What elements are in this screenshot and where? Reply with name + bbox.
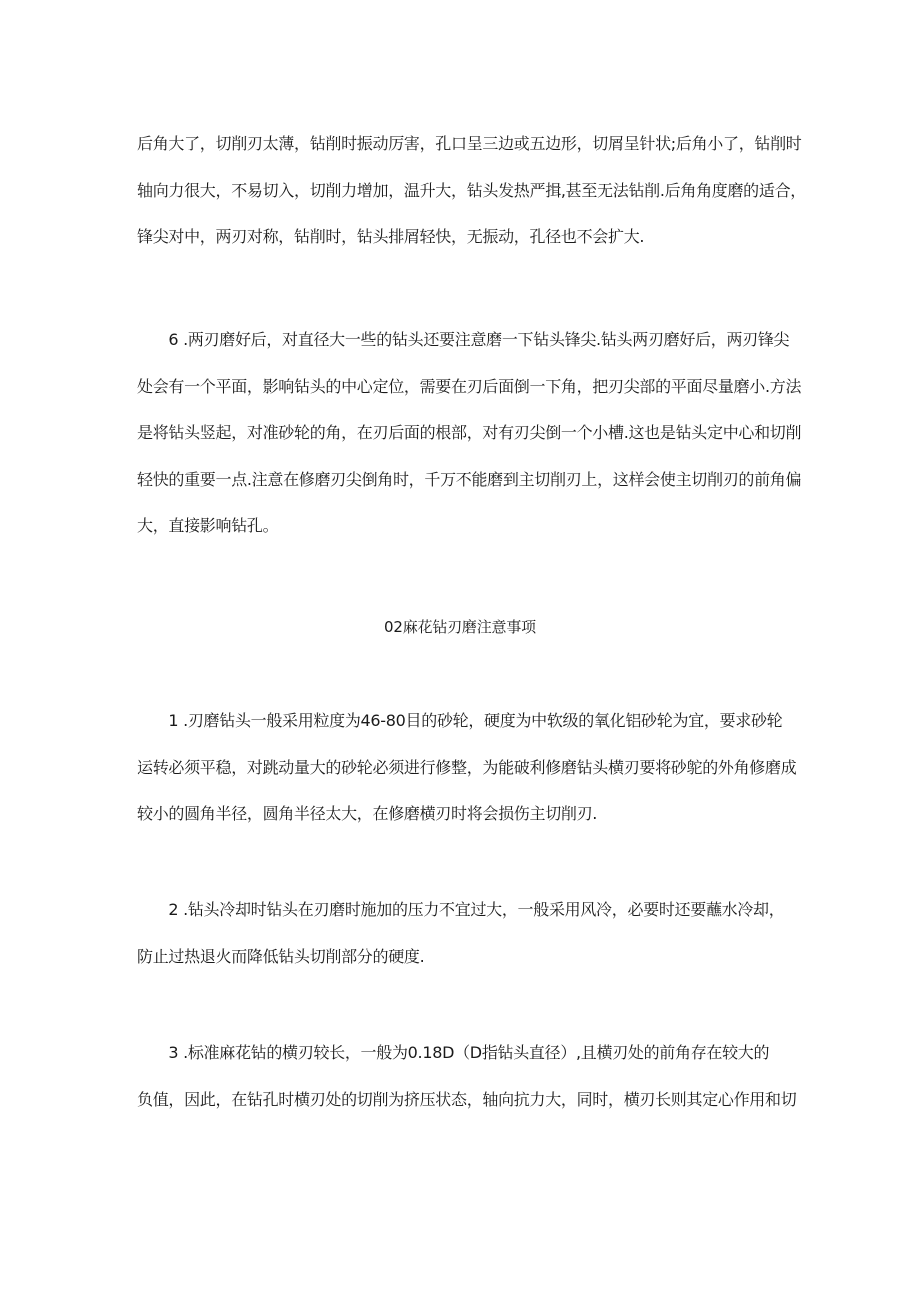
text-line: 后角大了，切削刃太薄，钻削时振动厉害，孔口呈三边或五边形，切屑呈针状;后角小了，钻削时 xyxy=(137,134,802,153)
text-line: 负值，因此，在钻孔时横刃处的切削为挤压状态，轴向抗力大，同时，横刃长则其定心作用和切 xyxy=(137,1089,797,1109)
section-heading: 02麻花钻刃磨注意事项 xyxy=(384,618,536,636)
text-line: 1 .刃磨钻头一般采用粒度为46-80目的砂轮，硬度为中软级的氧化铝砂轮为宜，要求砂轮 xyxy=(137,711,783,730)
text-line: 锋尖对中，两刃对称，钻削时，钻头排屑轻快，无振动，孔径也不会扩大. xyxy=(137,227,645,246)
text-line: 防止过热退火而降低钻头切削部分的硬度. xyxy=(137,946,425,966)
text-line: 运转必须平稳，对跳动量大的砂轮必须进行修整，为能破利修磨钻头横刃要将砂鸵的外角修磨成 xyxy=(137,757,797,777)
text-line: 大，直接影响钻孔。 xyxy=(137,516,279,535)
paragraph-note-1 xyxy=(137,698,797,838)
paragraph-note-2 xyxy=(137,887,793,980)
text-line: 2 .钻头冷却时钻头在刃磨时施加的压力不宜过大，一般采用风冷，必要时还要蘸水冷却， xyxy=(137,900,785,919)
paragraph-relief-angle-continued xyxy=(137,121,806,261)
text-line: 较小的圆角半径，圆角半径太大，在修磨横刃时将会损伤主切削刃. xyxy=(137,804,598,823)
text-line: 6 .两刃磨好后，对直径大一些的钻头还要注意磨一下钻头锋尖.钻头两刃磨好后，两刃锋尖 xyxy=(137,330,790,349)
paragraph-item-6 xyxy=(137,317,802,550)
text-line: 轻快的重要一点.注意在修磨刃尖倒角时，千万不能磨到主切削刃上，这样会使主切削刃的前角偏 xyxy=(137,469,802,489)
text-line: 轴向力很大，不易切入，切削力增加，温升大，钻头发热严揖,甚至无法钻削.后角角度磨的适合， xyxy=(137,180,806,200)
paragraph-note-3 xyxy=(137,1030,797,1123)
text-line: 处会有一个平面，影响钻头的中心定位，需要在刃后面倒一下角，把刃尖部的平面尽量磨小.方法 xyxy=(137,376,802,396)
text-line: 是将钻头竖起，对准砂轮的角，在刃后面的根部，对有刃尖倒一个小槽.这也是钻头定中心和切削 xyxy=(137,423,802,442)
text-line: 3 .标准麻花钻的横刃较长，一般为0.18D（D指钻头直径）,且横刃处的前角存在较大的 xyxy=(137,1043,770,1062)
